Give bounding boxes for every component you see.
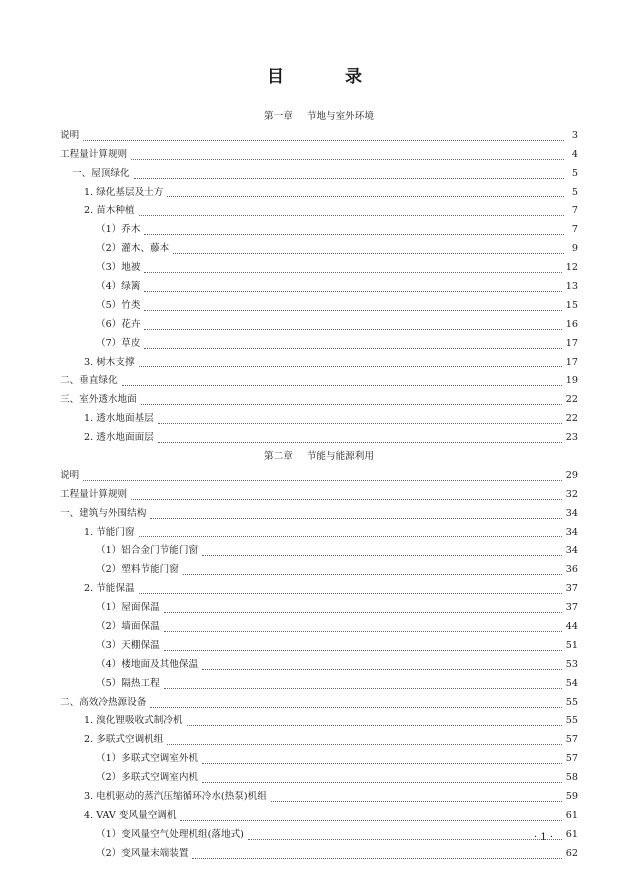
toc-entry-label: （3）天棚保温 <box>96 639 160 651</box>
toc-entry-label: 3. 树木支撑 <box>84 356 135 368</box>
toc-entry[interactable] <box>60 505 578 524</box>
dot-leader <box>144 348 561 349</box>
toc-entry-label: 1. 透水地面基层 <box>84 413 154 425</box>
toc-entry-label: 2. 节能保温 <box>84 583 135 595</box>
toc-entry[interactable] <box>60 524 578 543</box>
dot-leader <box>144 329 561 330</box>
toc-entry[interactable] <box>60 826 578 845</box>
toc-entry[interactable] <box>60 656 578 675</box>
dot-leader <box>139 593 562 594</box>
toc-entry-page: 53 <box>565 658 578 670</box>
toc-entry-label: （1）变风量空气处理机组(落地式) <box>96 828 244 840</box>
toc-entry-page: 61 <box>565 828 578 840</box>
chapter-title: 节地与室外环境 <box>306 110 374 122</box>
toc-entry-label: （6）花卉 <box>96 318 141 330</box>
dot-leader <box>144 310 561 311</box>
dot-leader <box>180 820 561 821</box>
toc-entry-page: 51 <box>565 639 578 651</box>
dot-leader <box>187 725 562 726</box>
toc-entry-page: 29 <box>565 469 578 481</box>
chapter-number: 第一章 <box>264 110 293 122</box>
dot-leader <box>144 272 561 273</box>
toc-entry[interactable] <box>60 694 578 713</box>
toc-entry-page: 13 <box>565 281 578 292</box>
chapter-heading <box>60 448 578 467</box>
dot-leader <box>131 159 564 160</box>
toc-entry-label: 工程量计算规则 <box>60 488 128 500</box>
dot-leader <box>150 518 561 519</box>
toc-entry[interactable] <box>60 354 578 373</box>
dot-leader <box>192 858 561 859</box>
toc-entry[interactable] <box>60 580 578 599</box>
toc-entry-label: 1. 节能门窗 <box>84 526 135 538</box>
toc-entry[interactable] <box>60 486 578 505</box>
toc-entry-page: 9 <box>571 243 578 255</box>
toc-entry-page: 34 <box>565 545 578 557</box>
toc-entry-page: 55 <box>565 715 578 727</box>
toc-entry[interactable] <box>60 845 578 864</box>
toc-entry-page: 5 <box>571 167 578 179</box>
dot-leader <box>83 480 562 481</box>
toc-entry-page: 7 <box>571 224 578 236</box>
toc-entry-page: 58 <box>565 772 578 784</box>
toc-entry[interactable] <box>60 146 578 165</box>
toc-entry-page: 12 <box>565 262 578 274</box>
toc-entry-label: （5）竹类 <box>96 299 141 311</box>
chapter-heading <box>60 108 578 127</box>
dot-leader <box>144 291 561 292</box>
toc-entry-page: 44 <box>565 621 578 633</box>
toc-entry-label: （2）多联式空调室内机 <box>96 772 199 784</box>
toc-entry[interactable] <box>60 731 578 750</box>
toc-entry-page: 61 <box>565 809 578 821</box>
dot-leader <box>164 612 562 613</box>
toc-entry-page: 34 <box>565 507 578 519</box>
toc-entry-label: （2）变风量末端装置 <box>96 847 189 859</box>
dot-leader <box>173 253 564 254</box>
toc-entry[interactable] <box>60 316 578 335</box>
dot-leader <box>158 442 562 443</box>
chapter-number: 第二章 <box>264 451 293 463</box>
toc-entry-label: 二、高效冷热源设备 <box>60 696 147 708</box>
toc-entry-page: 15 <box>565 299 578 311</box>
toc-entry[interactable] <box>60 259 578 278</box>
dot-leader <box>164 688 562 689</box>
toc-entry-page: 17 <box>565 356 578 368</box>
toc-entry-label: 3. 电机驱动的蒸汽压缩循环冷水(热泵)机组 <box>84 791 267 803</box>
dot-leader <box>131 499 562 500</box>
dot-leader <box>150 707 561 708</box>
toc-entry[interactable] <box>60 202 578 221</box>
dot-leader <box>271 801 562 802</box>
toc-entry[interactable] <box>60 429 578 448</box>
toc-entry-label: （1）屋面保温 <box>96 602 160 614</box>
toc-entry[interactable] <box>60 372 578 391</box>
toc-entry-label: 一、建筑与外围结构 <box>60 507 147 519</box>
dot-leader <box>167 196 564 197</box>
toc-entry-page: 54 <box>565 677 578 689</box>
toc-entry-label: 2. 多联式空调机组 <box>84 734 164 746</box>
toc-entry-page: 32 <box>565 488 578 500</box>
dot-leader <box>139 215 564 216</box>
toc-entry[interactable] <box>60 221 578 240</box>
dot-leader <box>122 385 562 386</box>
toc-entry-label: 4. VAV 变风量空调机 <box>84 809 177 821</box>
toc-entry[interactable] <box>60 561 578 580</box>
toc-entry[interactable] <box>60 769 578 788</box>
toc-entry[interactable] <box>60 297 578 316</box>
toc-entry[interactable] <box>60 637 578 656</box>
table-of-contents <box>60 108 578 864</box>
toc-entry-page: 23 <box>565 432 578 444</box>
toc-entry-page: 17 <box>565 337 578 349</box>
toc-entry-label: （5）隔热工程 <box>96 677 160 689</box>
toc-entry[interactable] <box>60 184 578 203</box>
toc-entry[interactable] <box>60 788 578 807</box>
toc-entry-label: （4）绿篱 <box>96 281 141 292</box>
toc-entry-page: 19 <box>565 375 578 387</box>
page-number: · 1 · <box>534 832 554 843</box>
dot-leader <box>141 404 562 405</box>
toc-entry-label: 2. 透水地面面层 <box>84 432 154 444</box>
toc-entry[interactable] <box>60 240 578 259</box>
dot-leader <box>164 650 562 651</box>
toc-entry-label: （2）灌木、藤本 <box>96 243 170 255</box>
toc-entry-label: 1. 溴化锂吸收式制冷机 <box>84 715 183 727</box>
toc-entry-page: 16 <box>565 318 578 330</box>
dot-leader <box>167 744 561 745</box>
dot-leader <box>202 555 562 556</box>
dot-leader <box>83 140 564 141</box>
toc-entry-label: 二、垂直绿化 <box>60 375 118 387</box>
toc-entry-label: （4）楼地面及其他保温 <box>96 658 199 670</box>
toc-entry[interactable] <box>60 335 578 354</box>
toc-entry-page: 57 <box>565 734 578 746</box>
toc-entry-page: 7 <box>571 205 578 217</box>
toc-entry[interactable] <box>60 278 578 297</box>
toc-entry-label: 一、屋顶绿化 <box>72 167 130 179</box>
toc-entry[interactable] <box>60 750 578 769</box>
toc-entry-page: 36 <box>565 564 578 576</box>
toc-entry[interactable] <box>60 599 578 618</box>
toc-entry-page: 22 <box>565 413 578 425</box>
toc-entry[interactable] <box>60 467 578 486</box>
toc-entry[interactable] <box>60 391 578 410</box>
toc-entry[interactable] <box>60 713 578 732</box>
dot-leader <box>139 536 562 537</box>
toc-entry-label: （2）塑料节能门窗 <box>96 564 179 576</box>
toc-entry-label: 三、室外透水地面 <box>60 394 137 406</box>
toc-entry-label: 2. 苗木种植 <box>84 205 135 217</box>
toc-entry-label: 说明 <box>60 469 80 481</box>
dot-leader <box>139 366 562 367</box>
chapter-title: 节能与能源利用 <box>306 451 374 463</box>
toc-entry[interactable] <box>60 165 578 184</box>
toc-entry-label: （7）草皮 <box>96 337 141 349</box>
toc-entry-label: 1. 绿化基层及土方 <box>84 186 164 198</box>
toc-entry-page: 5 <box>571 186 578 198</box>
toc-entry[interactable] <box>60 542 578 561</box>
toc-entry-label: （1）多联式空调室外机 <box>96 753 199 765</box>
page-title: 目 录 <box>267 67 384 87</box>
toc-entry-page: 4 <box>571 148 578 160</box>
toc-entry-page: 55 <box>565 696 578 708</box>
toc-entry-label: （1）乔木 <box>96 224 141 236</box>
toc-entry-label: （2）墙面保温 <box>96 621 160 633</box>
dot-leader <box>164 631 562 632</box>
dot-leader <box>202 669 562 670</box>
toc-entry[interactable] <box>60 618 578 637</box>
dot-leader <box>134 178 564 179</box>
dot-leader <box>158 423 562 424</box>
toc-entry-page: 37 <box>565 583 578 595</box>
dot-leader <box>202 782 562 783</box>
toc-entry[interactable] <box>60 675 578 694</box>
dot-leader <box>144 234 564 235</box>
toc-entry-page: 34 <box>565 526 578 538</box>
toc-entry[interactable] <box>60 127 578 146</box>
toc-entry-page: 57 <box>565 753 578 765</box>
toc-entry-label: （3）地被 <box>96 262 141 274</box>
toc-entry-page: 59 <box>565 791 578 803</box>
dot-leader <box>248 839 562 840</box>
toc-entry-label: （1）铝合金门节能门窗 <box>96 545 199 557</box>
toc-entry-label: 工程量计算规则 <box>60 148 128 160</box>
toc-entry-page: 3 <box>571 129 578 141</box>
toc-entry-label: 说明 <box>60 129 80 141</box>
toc-entry[interactable] <box>60 410 578 429</box>
toc-entry[interactable] <box>60 807 578 826</box>
dot-leader <box>202 763 562 764</box>
toc-entry-page: 62 <box>565 847 578 859</box>
toc-entry-page: 22 <box>565 394 578 406</box>
toc-entry-page: 37 <box>565 602 578 614</box>
dot-leader <box>183 574 562 575</box>
